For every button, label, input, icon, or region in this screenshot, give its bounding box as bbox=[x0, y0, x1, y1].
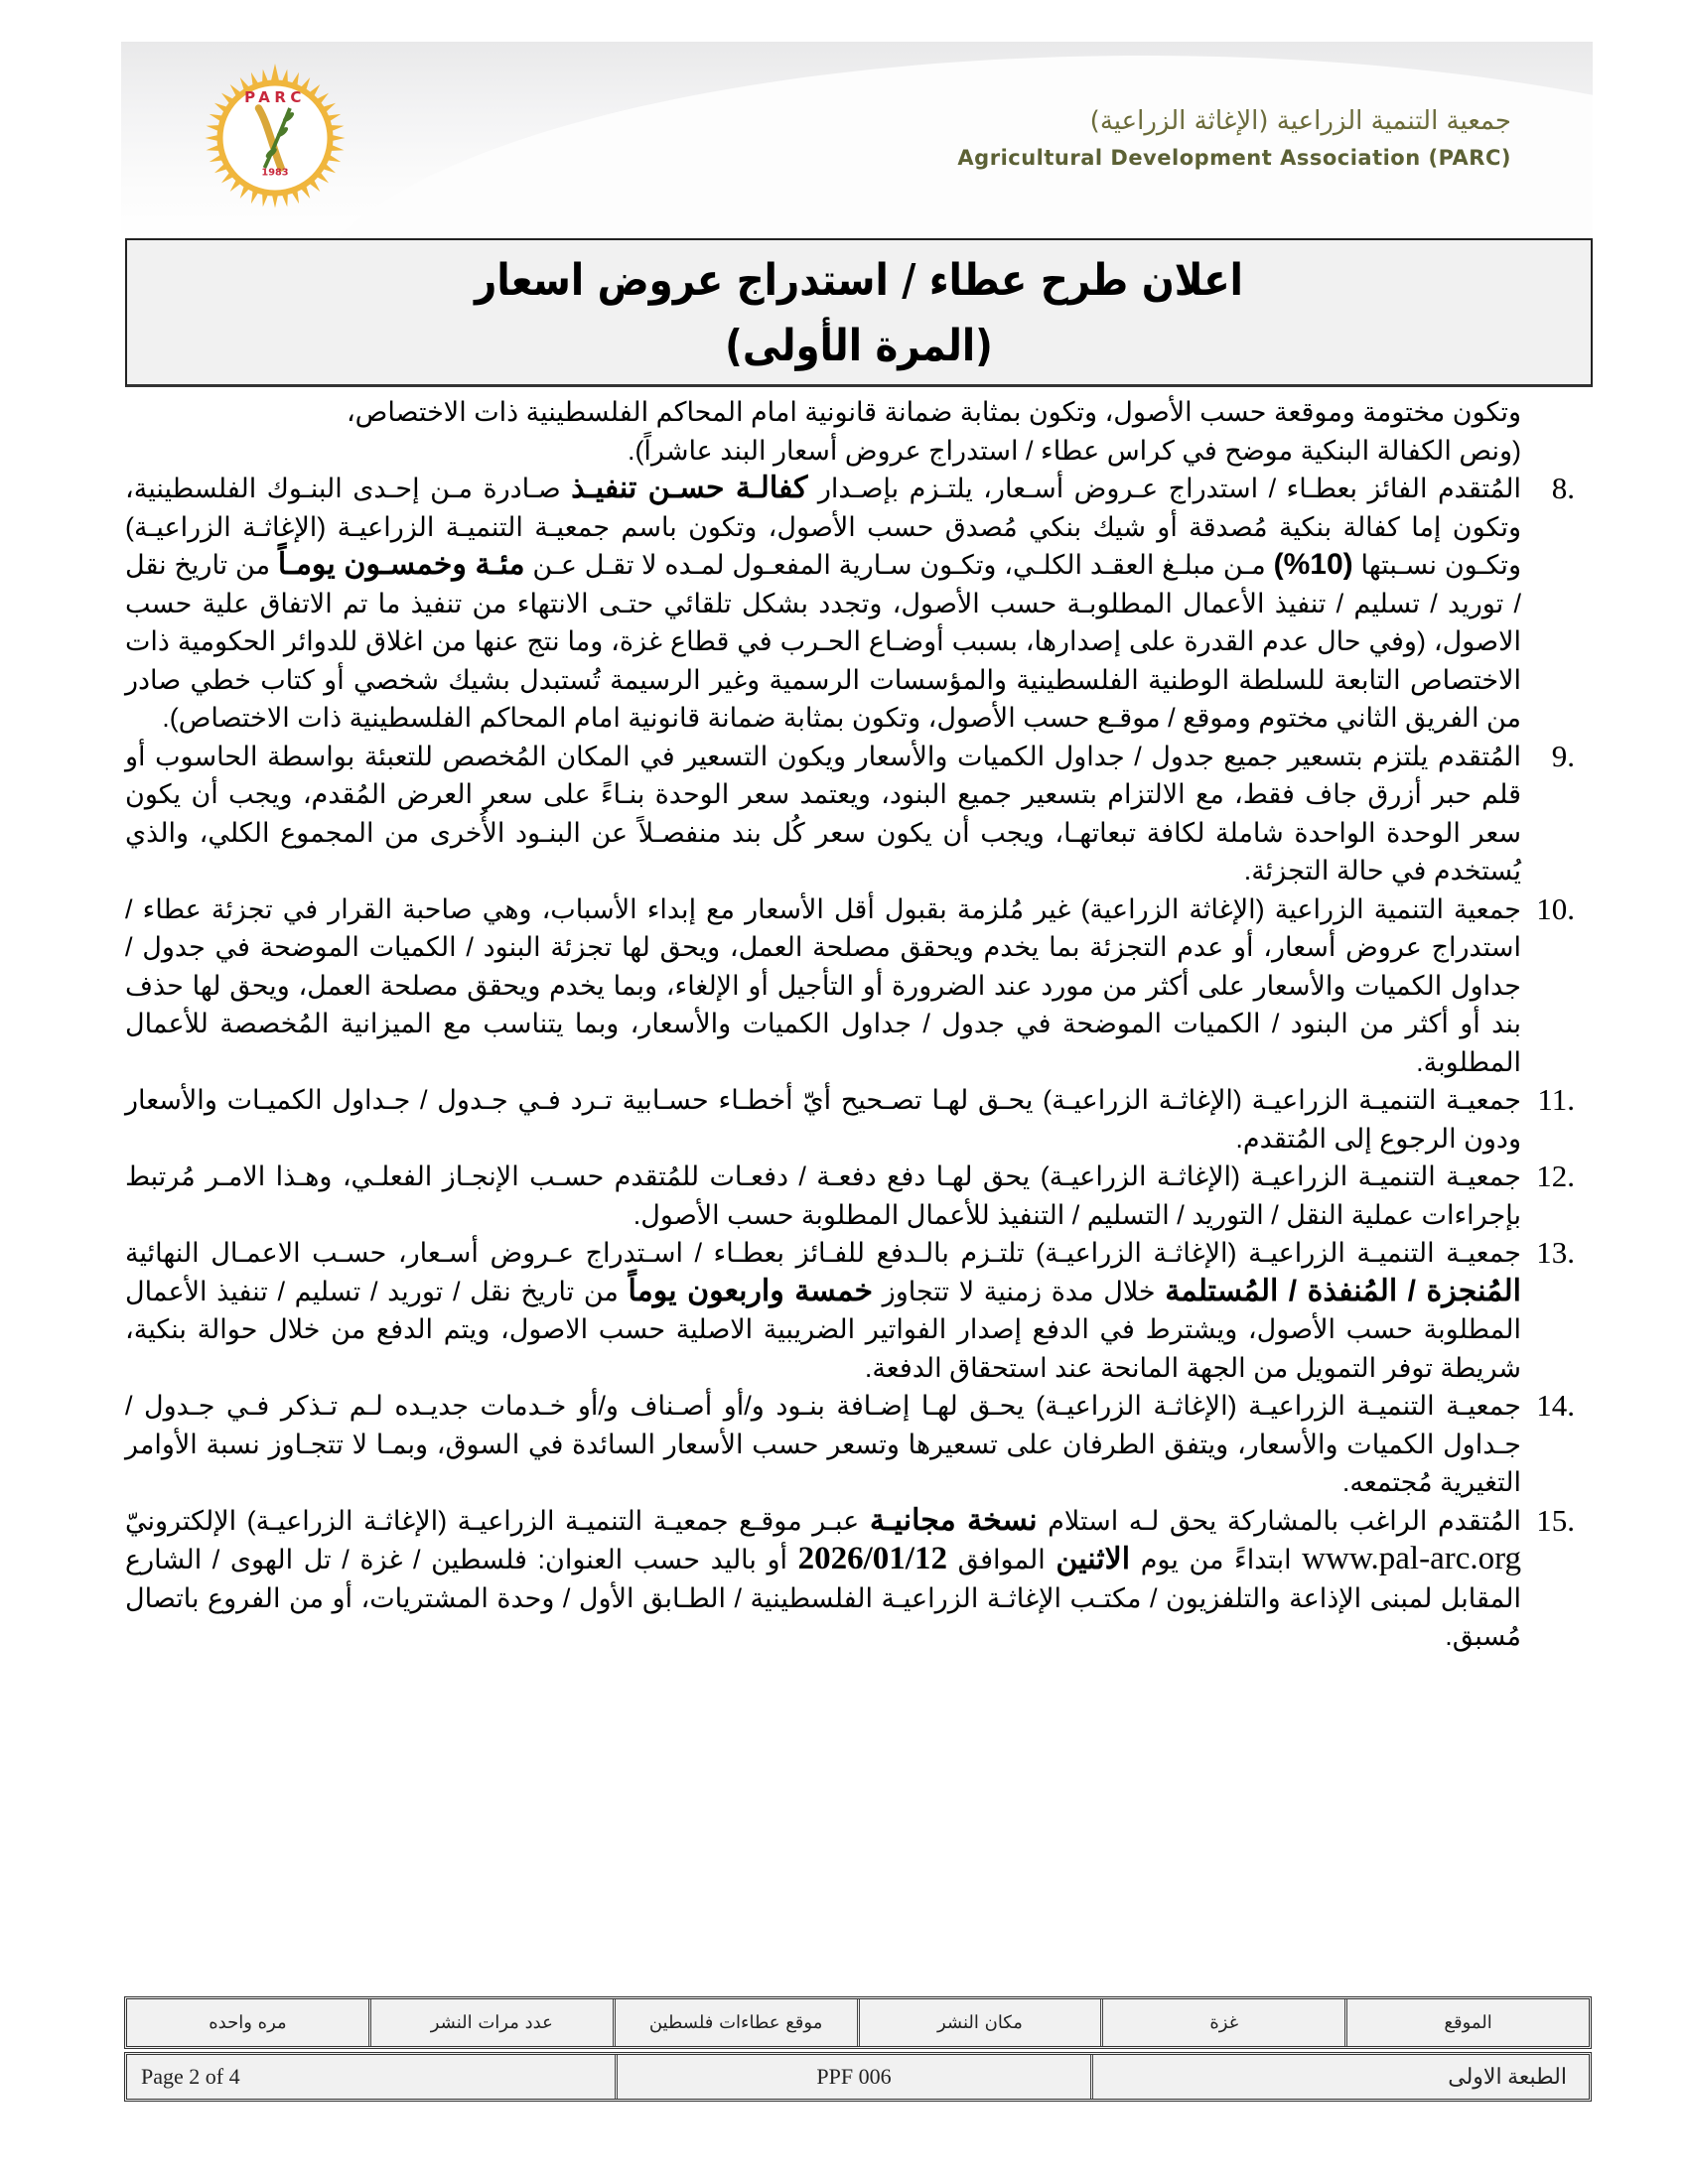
clause-item bbox=[125, 1234, 1583, 1387]
clause-text-segment: www.pal-arc.org bbox=[1302, 1541, 1522, 1576]
clause-number: 10. bbox=[1536, 890, 1575, 926]
clause-text-segment: صـادرة مـن إحـدى البنـوك الفلسطينية، وتكون إما كفالة بنكية مُصدقة أو شيك بنكي مُصدق حسب الأصول، وتكون باسم جمعيـة التنميـة الزراعيـة (الإغاثـة الزراعيـة) وتكـون نسـبتها bbox=[125, 474, 1521, 580]
clause-number: 15. bbox=[1536, 1502, 1575, 1538]
edition-label: الطبعة الاولى bbox=[1090, 2055, 1589, 2099]
footer-cell-location-label: الموقع bbox=[1344, 1999, 1589, 2046]
clause-text bbox=[125, 1158, 1521, 1234]
footer-cell-location-value: غزة bbox=[1100, 1999, 1344, 2046]
clause-text-segment: من تاريخ نقل / توريد / تسليم / تنفيذ الأعمال المطلوبـة حسب الأصول، وتجدد بشكل تلقائي حتـى الانتهاء من تنفيذ ما تم الاتفاق علية حسب الاصول، (وفي حال عدم القدرة على إصدارها، بسبب أوضـاع الحـرب في قطاع غزة، وما نتج عنها من اغلاق للدوائر الحكومية ذات الاختصاص التابعة للسلطة الوطنية الفلسطينية والمؤسسات الرسمية وغير الرسيمة تُستبدل بشيك شخصي أو كتاب خطي صادر من الفريق الثاني مختوم وموقع / موقـع حسب الأصول، وتكون بمثابة ضمانة قانونية امام المحاكم الفلسطينية ذات الاختصاص). bbox=[125, 550, 1521, 733]
footer-cell-publish-count-value: مره واحده bbox=[209, 2012, 287, 2033]
clause-item bbox=[125, 470, 1583, 738]
clause-number: 12. bbox=[1536, 1159, 1575, 1193]
emphasized-text: الاثنين bbox=[1055, 1543, 1131, 1575]
clause-item bbox=[125, 1387, 1583, 1502]
clause-number: 8. bbox=[1551, 471, 1575, 505]
emphasized-text: كفالـة حسـن تنفيـذ bbox=[571, 472, 808, 504]
letterhead bbox=[121, 42, 1593, 240]
continuation-line: وتكون مختومة وموقعة حسب الأصول، وتكون بمثابة ضمانة قانونية امام المحاكم الفلسطينية ذات الاختصاص، bbox=[346, 397, 1521, 427]
clause-text bbox=[125, 1081, 1521, 1158]
announcement-title-box bbox=[125, 238, 1593, 387]
parc-logo-icon bbox=[201, 64, 350, 212]
organization-names bbox=[957, 101, 1511, 175]
clause-text-segment: جمعيـة التنميـة الزراعيـة (الإغاثـة الزراعيـة) يحـق لهـا تصـحيح أيّ أخطـاء حسـابية تـرد فـي جـدول / جـداول الكميـات والأسعار ودون الرجوع إلى المُتقدم. bbox=[125, 1085, 1521, 1154]
emphasized-text: المُنجزة / المُنفذة / المُستلمة bbox=[1165, 1274, 1522, 1307]
clause-text-segment: من تاريخ نقل / توريد / تسليم / تنفيذ الأعمال المطلوبة حسب الأصول، ويشترط في الدفع إصدار الفواتير الضريبية الاصلية حسب الاصول، ويتم الدفع من خلال حوالة بنكية، شريطة توفر التمويل من الجهة المانحة عند استحقاق الدفعة. bbox=[125, 1276, 1521, 1383]
emphasized-text: خمسة واربعون يوماً bbox=[628, 1274, 873, 1307]
clause-text-segment: المُتقدم يلتزم بتسعير جميع جدول / جداول الكميات والأسعار ويكون التسعير في المكان المُخصص للتعبئة بواسطة الحاسوب أو قلم حبر أزرق جاف فقط، مع الالتزام بتسعير جميع البنود، ويعتمد سعر الوحدة بنـاءً على سعر العرض المُقدم، ويجب أن يكون سعر الوحدة الواحدة شاملة لكافة تبعاتهـا، ويجب أن يكون سعر كُل بند منفصـلاً عن البنـود الأُخرى من المجموع الكلي، والذي يُستخدم في حالة التجزئة. bbox=[125, 741, 1521, 886]
clause-text bbox=[125, 890, 1521, 1082]
clause-text-segment: عبـر موقـع جمعيـة التنميـة الزراعيـة (الإغاثـة الزراعيـة) الإلكترونيّ bbox=[125, 1505, 870, 1536]
clause-text bbox=[125, 738, 1521, 890]
clause-text-segment: المُتقدم الراغب بالمشاركة يحق لـه استلام bbox=[1037, 1505, 1521, 1536]
clause-text bbox=[125, 1387, 1521, 1502]
emphasized-text: نسخة مجانيـة bbox=[869, 1503, 1038, 1537]
page-number: Page 2 of 4 bbox=[140, 2064, 240, 2089]
document-footer-table bbox=[124, 2052, 1592, 2102]
clause-text-segment: مـن مبلـغ العقـد الكلـي، وتكـون سـارية المفعـول لمـده لا تقـل عـن bbox=[524, 550, 1274, 580]
announcement-title: اعلان طرح عطاء / استدراج عروض اسعار bbox=[475, 255, 1243, 306]
form-code: PPF 006 bbox=[615, 2055, 1091, 2099]
document-body bbox=[125, 393, 1583, 1656]
clause-text-segment: جمعيـة التنميـة الزراعيـة (الإغاثـة الزراعيـة) تلتـزم بالـدفع للفـائز بعطـاء / اسـتدراج عـروض أسـعار، حسـب الاعمـال النهائية bbox=[125, 1238, 1522, 1268]
announcement-subtitle: (المرة الأولى) bbox=[725, 321, 993, 371]
clause-text-segment: جمعيـة التنميـة الزراعيـة (الإغاثـة الزراعيـة) يحق لهـا دفع دفعـة / دفعـات للمُتقدم حسـب الإنجـاز الفعلـي، وهـذا الامـر مُرتبط بإجراءات عملية النقل / التوريد / التسليم / التنفيذ للأعمال المطلوبة حسب الأصول. bbox=[125, 1161, 1521, 1230]
svg-text:1983: 1983 bbox=[261, 167, 289, 179]
clause-text-segment: جمعية التنمية الزراعية (الإغاثة الزراعية) غير مُلزمة بقبول أقل الأسعار مع إبداء الأسباب، وهي صاحبة القرار في تجزئة عطاء / استدراج عروض أسعار، أو عدم التجزئة بما يخدم ويحقق مصلحة العمل، ويحق لها تجزئة البنود / الكميات الموضحة في جدول / جداول الكميات والأسعار على أكثر من مورد عند الضرورة أو التأجيل أو الإلغاء، وبما يخدم ويحقق مصلحة العمل، ويحق لها حذف بند أو أكثر من البنود / الكميات الموضحة في جدول / جداول الكميات والأسعار، وبما يتناسب مع الميزانية المُخصصة للأعمال المطلوبة. bbox=[125, 893, 1521, 1077]
clause-number: 11. bbox=[1537, 1082, 1575, 1117]
clause-item bbox=[125, 738, 1583, 890]
clause-text-segment: ابتداءً من يوم bbox=[1130, 1545, 1303, 1574]
emphasized-text: 2026/01/12 bbox=[797, 1541, 947, 1576]
footer-cell-publish-place-value: موقع عطاءات فلسطين bbox=[613, 1999, 857, 2046]
svg-text:PARC: PARC bbox=[244, 88, 306, 106]
publication-info-table bbox=[124, 1996, 1592, 2049]
clause-text-segment: خلال مدة زمنية لا تتجاوز bbox=[873, 1276, 1166, 1306]
org-name-arabic: جمعية التنمية الزراعية (الإغاثة الزراعية) bbox=[1089, 106, 1511, 136]
clause-item bbox=[125, 1502, 1583, 1656]
clause-number: 13. bbox=[1536, 1235, 1575, 1270]
emphasized-text: مئـة وخمسـون يومـاً bbox=[277, 548, 525, 581]
clause-item bbox=[125, 890, 1583, 1082]
clause-number: 14. bbox=[1536, 1388, 1575, 1423]
org-name-english: Agricultural Development Association (PARC) bbox=[957, 146, 1511, 170]
clause-item bbox=[125, 1158, 1583, 1234]
clause-item bbox=[125, 1081, 1583, 1158]
clause-text-segment: جمعيـة التنميـة الزراعيـة (الإغاثـة الزراعيـة) يحـق لهـا إضـافة بنـود و/أو أصـناف و/أو خـدمات جديـده لـم تـذكر فـي جـدول / جـداول الكميات والأسعار، ويتفق الطرفان على تسعيرها وتسعر حسب الأسعار السائدة في السوق، وبمـا لا تتجـاوز نسبة الأوامر التغيرية مُجتمعه. bbox=[125, 1391, 1521, 1497]
clause-text bbox=[125, 1502, 1521, 1656]
continuation-paragraph bbox=[125, 393, 1583, 470]
continuation-line: (ونص الكفالة البنكية موضح في كراس عطاء / استدراج عروض أسعار البند عاشراً). bbox=[627, 435, 1521, 466]
clause-text-segment: المُتقدم الفائز بعطـاء / استدراج عـروض أسـعار، يلتـزم بإصـدار bbox=[807, 474, 1521, 503]
clause-number: 9. bbox=[1551, 738, 1575, 773]
clause-text-segment: الموافق bbox=[946, 1545, 1056, 1574]
clause-text bbox=[125, 1234, 1521, 1387]
clause-text-segment: أو باليد حسب العنوان: فلسطين / غزة / تل الهوى / الشارع المقابل لمبنى الإذاعة والتلفزيون / مكتـب الإغاثـة الزراعيـة الفلسطينية / الطـابق الأول / وحدة المشتريات، أو من الفروع باتصال مُسبق. bbox=[125, 1545, 1521, 1651]
numbered-clauses-list bbox=[125, 470, 1583, 1656]
footer-cell-publish-place-label: مكان النشر bbox=[857, 1999, 1101, 2046]
emphasized-text: (10%) bbox=[1273, 548, 1353, 581]
footer-cell-publish-count-label: عدد مرات النشر bbox=[368, 1999, 613, 2046]
clause-text bbox=[125, 470, 1521, 738]
